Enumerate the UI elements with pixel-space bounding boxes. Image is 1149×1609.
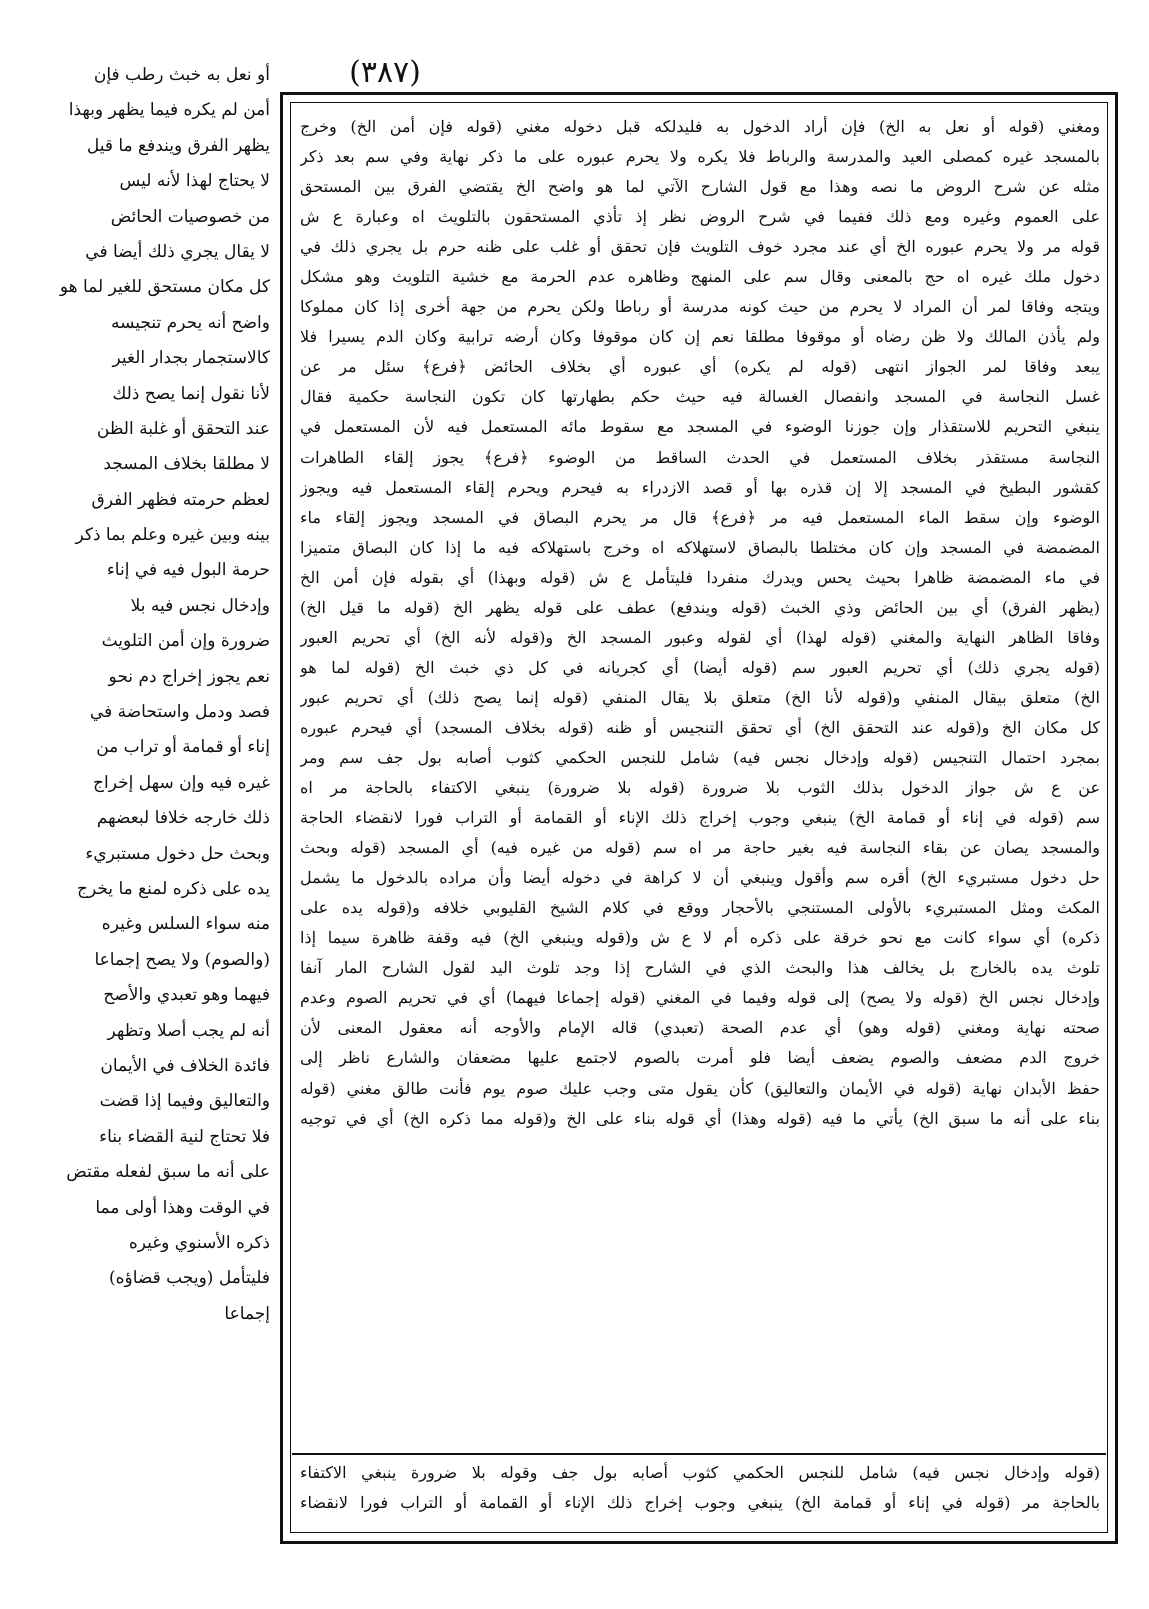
side-column-line: إناء أو قمامة أو تراب من bbox=[96, 737, 270, 758]
side-column-line: فيهما وهو تعبدي والأصح bbox=[103, 985, 270, 1006]
side-column-line: بينه وبين غيره وعلم بما ذكر bbox=[75, 525, 270, 546]
main-text-line: والمسجد يصان عن بقاء النجاسة فيه بغير حاجة مر اه سم (قوله من غيره فيه) أي المسجد (قوله وبحث bbox=[300, 838, 1100, 858]
main-text-line: في ماء المضمضة ظاهرا بحيث يحس ويدرك منفردا فليتأمل ع ش (قوله وبهذا) أي بقوله فإن أمن الخ bbox=[300, 567, 1100, 587]
main-text-line: دخول ملك غيره اه حج بالمعنى وقال سم على المنهج وظاهره عدم الحرمة مع خشية التلويث وهو مشكل bbox=[300, 267, 1100, 287]
side-column-line: أمن لم يكره فيما يظهر وبهذا bbox=[68, 100, 270, 121]
main-text-line: غسل النجاسة في المسجد وانفصال الغسالة فيه حيث حكم بطهارتها كان تكون النجاسة حكمية فقال bbox=[300, 387, 1100, 407]
footnote-line: (قوله وإدخال نجس فيه) شامل للنجس الحكمي كثوب أصابه بول جف وقوله بلا ضرورة ينبغي الاكتفاء bbox=[300, 1463, 1100, 1482]
side-column-line: يظهر الفرق ويندفع ما قيل bbox=[86, 135, 270, 156]
main-text-line: (قوله يجري ذلك) أي تحريم العبور سم (قوله أيضا) أي كجريانه في كل ذي خبث الخ (قوله لما هو bbox=[300, 657, 1100, 677]
side-column-line: أو نعل به خبث رطب فإن bbox=[93, 65, 270, 85]
side-column-line: منه سواء السلس وغيره bbox=[101, 914, 270, 935]
main-text-line: حفظ الأبدان نهاية (قوله في الأيمان والتعاليق) كأن يقول متى وجب عليك صوم يوم فأنت طالق مغني (قوله bbox=[300, 1078, 1100, 1098]
side-column-line: في الوقت وهذا أولى مما bbox=[95, 1197, 270, 1218]
side-column-line: عند التحقق أو غلبة الظن bbox=[96, 418, 270, 439]
main-text-line: حل دخول مستبريء الخ) أقره سم وأقول وينبغي أن لا كراهة في دخوله أيضا وأن مراده بالدخول ما يشمل bbox=[300, 868, 1100, 888]
side-column-line: ضرورة وإن أمن التلويث bbox=[101, 631, 270, 652]
main-text-line: خروج الدم مضعف والصوم يضعف أيضا فلو أمرت بالصوم لاجتمع عليها مضعفان والشارع ناظر إلى bbox=[300, 1048, 1100, 1068]
footnote-line: بالحاجة مر (قوله في إناء أو قمامة الخ) ينبغي وجوب إخراج ذلك الإناء أو القمامة أو التراب فورا لانقضاء bbox=[300, 1493, 1100, 1513]
main-text-line: (يظهر الفرق) أي بين الحائض وذي الخبث (قوله ويندفع) عطف على قوله يظهر الخ (قوله ما قيل الخ) bbox=[300, 597, 1100, 617]
side-column-line: نعم يجوز إخراج دم نحو bbox=[108, 666, 270, 687]
main-text-line: المضمضة في المسجد وإن كان مختلطا بالبصاق لاستهلاكه اه وخرج باستهلاكه فيه ما إذا كان البصاق متميزا bbox=[300, 537, 1100, 557]
page-number: (٣٨٧) bbox=[349, 55, 421, 90]
main-text-line: يبعد وفاقا لمر الجواز انتهى (قوله لم يكره) أي عبوره أي بخلاف الحائض ﴿فرع﴾ سئل مر عن bbox=[300, 357, 1100, 377]
side-column-line: لا يحتاج لهذا لأنه ليس bbox=[119, 171, 270, 192]
main-text-line: تلوث يده بالخارج بل يخالف هذا والبحث الذي في الشارح إذا وجد تلوث اليد لقول الشارح المار آنفا bbox=[300, 958, 1100, 978]
side-column-line: ذكره الأسنوي وغيره bbox=[128, 1232, 270, 1253]
main-text-line: بمجرد احتمال التنجيس (قوله وإدخال نجس فيه) شامل للنجس الحكمي كثوب أصابه بول جف سم ومر bbox=[300, 747, 1100, 767]
side-column-line: إجماعا bbox=[224, 1303, 270, 1324]
main-commentary-text bbox=[300, 112, 1100, 1134]
main-text-line: على العموم وغيره ومع ذلك ففيما في شرح الروض نظر إذ تأذي المستحقون بالتلويث اه وعبارة ع ش bbox=[300, 207, 1100, 227]
side-column-line: من خصوصيات الحائض bbox=[110, 206, 270, 227]
side-column-line: فائدة الخلاف في الأيمان bbox=[100, 1055, 270, 1076]
main-text-line: وإدخال نجس الخ (قوله ولا يصح) إلى قوله وفيما في المغني (قوله إجماعا فيهما) أي في تحريم الصوم وعدم bbox=[300, 988, 1100, 1008]
main-text-line: كقشور البطيخ في المسجد إلا إن قذره بها أو قصد الازدراء به فيحرم ويحرم إلقاء المستعمل فيه ويجوز bbox=[300, 477, 1100, 497]
main-text-line: عن ع ش جواز الدخول بذلك الثوب بلا ضرورة (قوله بلا ضرورة) ينبغي الاكتفاء بالحاجة مر اه bbox=[300, 778, 1100, 798]
side-column-line: وإدخال نجس فيه بلا bbox=[130, 595, 270, 616]
side-column-line: والتعاليق وفيما إذا قضت bbox=[99, 1091, 270, 1112]
side-column-line: على أنه ما سبق لفعله مقتض bbox=[66, 1162, 270, 1183]
main-text-line: ومغني (قوله أو نعل به الخ) فإن أراد الدخول به فليدلكه قبل دخوله مغني (قوله فإن أمن الخ) وخرج bbox=[300, 117, 1100, 136]
side-column-line: يده على ذكره لمنع ما يخرج bbox=[76, 878, 270, 899]
footnote-divider bbox=[292, 1453, 1106, 1455]
main-text-line: وفاقا الظاهر النهاية والمغني (قوله لهذا) أي لقوله وعبور المسجد الخ و(قوله لأنه الخ) أي تحريم العبور bbox=[300, 627, 1100, 647]
main-text-line: النجاسة مستقذر بخلاف المستعمل في الحدث الساقط من الوضوء ﴿فرع﴾ يجوز إلقاء الطاهرات bbox=[300, 447, 1100, 467]
main-text-line: الوضوء وإن سقط الماء المستعمل فيه مر ﴿فرع﴾ قال مر يحرم البصاق في المسجد ويجوز إلقاء ماء bbox=[300, 507, 1100, 527]
side-column-line: لعظم حرمته فظهر الفرق bbox=[91, 489, 270, 510]
side-column-line: حرمة البول فيه في إناء bbox=[106, 560, 270, 581]
main-text-line: مثله عن شرح الروض ما نصه وهذا مع قول الشارح الآتي لما هو واضح الخ يقتضي الفرق بين المستحق bbox=[300, 177, 1100, 197]
side-column-line: واضح أنه يحرم تنجيسه bbox=[111, 312, 270, 333]
main-text-line: سم (قوله في إناء أو قمامة الخ) ينبغي وجوب إخراج ذلك الإناء أو القمامة أو التراب فورا لانقضاء الحاجة bbox=[300, 808, 1100, 828]
side-column-line: فليتأمل (ويجب قضاؤه) bbox=[108, 1268, 270, 1289]
side-column-line: فصد ودمل واستحاضة في bbox=[89, 702, 270, 723]
side-column-line: فلا تحتاج لنية القضاء بناء bbox=[99, 1126, 270, 1147]
side-column-line: أنه لم يجب أصلا وتظهر bbox=[107, 1020, 270, 1041]
side-column-line: (والصوم) ولا يصح إجماعا bbox=[94, 949, 270, 970]
side-column-line: لا مطلقا بخلاف المسجد bbox=[103, 454, 270, 475]
main-text-line: ويتجه وفاقا لمر أن المراد لا يحرم من حيث كونه مدرسة أو رباطا ولكن يحرم من جهة أخرى إذا كان مملوكا bbox=[300, 297, 1100, 317]
side-column-line: ذلك خارجه خلافا لبعضهم bbox=[96, 808, 270, 829]
side-column bbox=[8, 58, 270, 1332]
main-text-line: ولم يأذن المالك ولا ظن رضاه أو موقوفا مطلقا نعم إن كان موقوفا وكان أرضه ترابية وكان الدم يسيرا فلا bbox=[300, 327, 1100, 347]
main-text-line: صحته نهاية ومغني (قوله وهو) أي عدم الصحة (تعبدي) قاله الإمام والأوجه أنه معقول المعنى لأن bbox=[300, 1018, 1100, 1038]
footnote-text bbox=[300, 1458, 1100, 1518]
main-text-line: قوله مر ولا يحرم عبوره الخ أي عند مجرد خوف التلويث فإن تحقق أو غلب على ظنه حرم بل يجري ذلك في bbox=[300, 237, 1100, 257]
main-text-line: بالمسجد غيره كمصلى العيد والمدرسة والرباط فلا يكره ولا يحرم عبوره على ما ذكر نهاية وفي سم بعد ذكر bbox=[300, 147, 1100, 167]
main-text-line: كل مكان الخ و(قوله عند التحقق الخ) أي تحقق التنجيس أو ظنه (قوله بخلاف المسجد) أي فيحرم عبوره bbox=[300, 717, 1100, 737]
main-text-line: بناء على أنه ما سبق الخ) يأتي ما فيه (قوله وهذا) أي قوله بناء على الخ و(قوله مما ذكره الخ) أي في توجيه bbox=[300, 1108, 1100, 1128]
main-text-line: ينبغي التحريم للاستقذار وإن جوزنا الوضوء في المسجد مع سقوط مائه المستعمل فيه لأن المستعمل في bbox=[300, 417, 1100, 437]
side-column-line: لأنا نقول إنما يصح ذلك bbox=[112, 383, 270, 404]
side-column-line: وبحث حل دخول مستبريء bbox=[85, 843, 270, 864]
main-text-line: الخ) متعلق بيقال المنفي و(قوله لأنا الخ) متعلق بلا يقال المنفي (قوله إنما يصح ذلك) أي تحريم عبور bbox=[300, 687, 1100, 707]
side-column-line: كل مكان مستحق للغير لما هو bbox=[59, 277, 270, 298]
side-column-line: غيره فيه وإن سهل إخراج bbox=[93, 772, 270, 793]
main-text-line: ذكره) أي سواء كانت مع نحو خرقة على ذكره أم لا ع ش و(قوله وينبغي الخ) فيه وقفة ظاهرة سيما إذا bbox=[300, 928, 1100, 948]
side-column-line: لا يقال يجري ذلك أيضا في bbox=[85, 241, 270, 262]
side-column-line: كالاستجمار بجدار الغير bbox=[112, 348, 270, 369]
main-text-line: المكث ومثل المستبريء بالأولى المستنجي بالأحجار ووقع في كلام الشيخ القليوبي خلافه و(قوله يده على bbox=[300, 898, 1100, 918]
